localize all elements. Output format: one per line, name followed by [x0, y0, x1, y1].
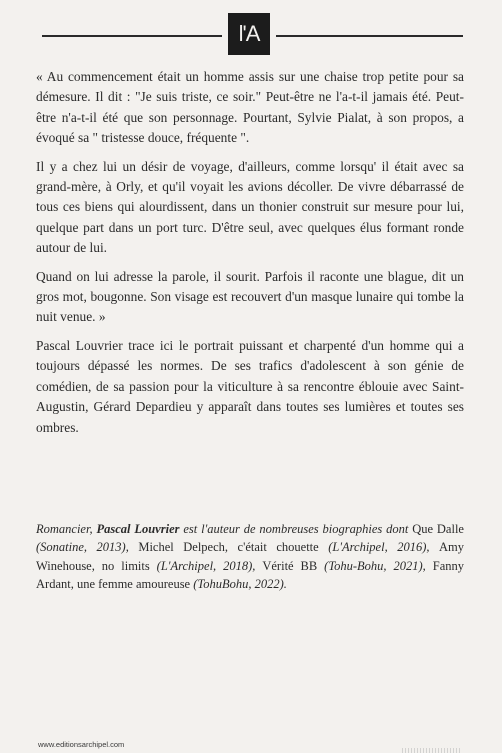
book-title: Fanny Ardant, une femme amoureuse — [36, 558, 464, 592]
author-name: Pascal Louvrier — [96, 522, 180, 536]
book-publisher: (Sonatine, 2013), — [36, 540, 139, 555]
publisher-logo-text: l'A — [238, 21, 260, 46]
book-publisher: (L'Archipel, 2018), — [149, 558, 263, 573]
header-rule-right — [276, 35, 463, 37]
barcode-edge — [402, 748, 462, 753]
book-publisher: (Tohu-Bohu, 2021), — [317, 558, 433, 573]
book-title: Amy Winehouse, no limits — [36, 540, 464, 573]
summary-paragraph: Pascal Louvrier trace ici le portrait puissant et charpenté d'un homme qui a toujours dépassé les normes. De ses trafics d'adolescent à son génie de comédien, de sa passion pour la viticulture à sa rencontre éblouie avec Saint-Augustin, Gérard Depardieu y apparaît dans toutes ses lumières et toutes ses ombres. — [36, 337, 464, 435]
header-rule-left — [42, 35, 222, 37]
blurb — [36, 67, 464, 447]
book-publisher: (L'Archipel, 2016), — [318, 540, 439, 555]
bio-lead: Romancier, — [36, 522, 97, 536]
bio-intro: est l'auteur de nombreuses biographies dont — [179, 522, 413, 536]
blurb-paragraph: Quand on lui adresse la parole, il sourit. Parfois il raconte une blague, dit un gros mot, bougonne. Son visage est recouvert d'un masque lunaire qui tombe la nuit venue. » — [36, 268, 464, 325]
blurb-paragraph: Il y a chez lui un désir de voyage, d'ailleurs, comme lorsqu' il était avec sa grand-mère, à Orly, et qu'il voyait les avions décoller. De vivre débarrassé de tous ces biens qui alourdissent, dans un thonier construit sur mesure pour lui, quelque part dans un port turc. D'être seul, avec quelques élus formant ronde autour de lui. — [36, 158, 464, 256]
publisher-website[interactable]: www.editionsarchipel.com — [38, 740, 125, 749]
author-bio — [36, 520, 464, 594]
book-publisher: (TohuBohu, 2022). — [190, 577, 287, 592]
book-title: Michel Delpech, c'était chouette — [138, 540, 319, 555]
publisher-logo — [228, 13, 270, 55]
book-title: Que Dalle — [412, 522, 464, 536]
blurb-paragraph: « Au commencement était un homme assis sur une chaise trop petite pour sa démesure. Il dit : "Je suis triste, ce soir." Peut-être ne l'a-t-il jamais été. Peut-être n'a-t-il été que son personnage. Pourtant, Sylvie Pialat, à son propos, a évoqué sa " tristesse douce, fréquente ". — [36, 69, 464, 146]
book-title: Vérité BB — [262, 558, 318, 573]
